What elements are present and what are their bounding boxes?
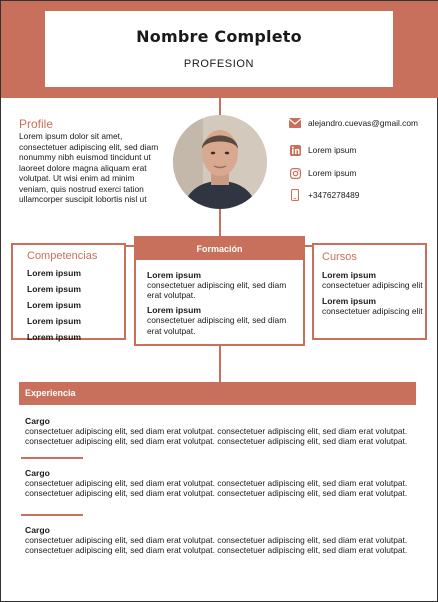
formacion-entry-desc: erat volutpat. [147,290,196,301]
job-desc-line: consectetuer adipiscing elit, sed diam erat volutpat. consectetuer adipiscing elit, sed diam erat volutpat. [25,545,408,555]
cursos-entries [322,270,425,316]
job-desc-line: consectetuer adipiscing elit, sed diam erat volutpat. consectetuer adipiscing elit, sed diam erat volutpat. [25,436,408,446]
competencias-list [27,268,124,342]
job-separator [21,514,83,516]
contact-phone-text: +3476278489 [308,190,360,200]
formacion-entries [147,270,303,336]
job-entry [25,468,417,498]
formacion-title: Formación [136,238,303,260]
profile-photo [173,115,267,209]
contact-instagram-text: Lorem ipsum [308,168,357,178]
job-desc-line: consectetuer adipiscing elit, sed diam erat volutpat. consectetuer adipiscing elit, sed diam erat volutpat. [25,478,408,488]
job-separator [21,457,83,459]
formacion-entry-desc: consectetuer adipiscing elit, sed diam [147,280,287,290]
profile-line: consectetuer adipiscing elit, sed diam [19,141,159,152]
list-item: Lorem ipsum [27,268,81,278]
cursos-entry-desc: consectetuer adipiscing elit [322,306,423,317]
profile-line: volutpat. Ut wisi enim ad minim [19,173,135,183]
connector-photo [219,208,221,237]
connector-top [219,97,221,115]
full-name: Nombre Completo [136,27,302,46]
formacion-entry-title: Lorem ipsum [147,270,201,280]
cursos-entry-title: Lorem ipsum [322,270,376,280]
instagram-icon [289,167,301,179]
list-item: Lorem ipsum [27,284,81,294]
job-entry [25,525,417,555]
contact-linkedin[interactable] [289,144,356,156]
profile-line: veniam, quis nostrud exerci tation [19,183,144,194]
list-item: Lorem ipsum [27,300,81,310]
profile-title: Profile [19,117,54,131]
competencias-title: Competencias [27,250,98,262]
cursos-entry-title: Lorem ipsum [322,296,376,307]
profile-text [19,131,169,205]
contact-instagram[interactable] [289,167,356,179]
linkedin-icon [289,144,301,156]
name-box [45,11,393,87]
formacion-entry-desc: erat volutpat. [147,325,196,336]
profile-line: ullamcorper suscipit lobortis nisl ut [19,194,147,204]
job-desc-line: consectetuer adipiscing elit, sed diam erat volutpat. consectetuer adipiscing elit, sed diam erat volutpat. [25,426,408,436]
profile-line: Lorem ipsum dolor sit amet, [19,131,123,141]
contact-email-text: alejandro.cuevas@gmail.com [308,118,418,128]
job-desc-line: consectetuer adipiscing elit, sed diam erat volutpat. consectetuer adipiscing elit, sed diam erat volutpat. [25,535,408,545]
mail-icon [289,117,301,129]
contact-email[interactable] [289,117,418,129]
contact-linkedin-text: Lorem ipsum [308,145,357,155]
profession: PROFESION [183,58,255,70]
phone-icon [289,189,301,201]
formacion-entry-title: Lorem ipsum [147,305,201,316]
profile-line: laoreet dolore magna aliquam erat [19,162,147,173]
cursos-box [312,243,427,340]
job-title: Cargo [25,416,50,426]
list-item: Lorem ipsum [27,316,81,326]
job-title: Cargo [25,525,50,535]
cursos-title: Cursos [322,251,357,263]
cursos-entry-desc: consectetuer adipiscing elit [322,280,423,290]
job-entry [25,416,417,446]
formacion-box [134,236,305,346]
competencias-box [11,243,126,340]
divider-line [1,96,438,98]
list-item: Lorem ipsum [27,332,81,342]
header-band [1,1,438,97]
job-desc-line: consectetuer adipiscing elit, sed diam erat volutpat. consectetuer adipiscing elit, sed diam erat volutpat. [25,488,408,498]
profile-line: nonummy nibh euismod tincidunt ut [19,152,151,162]
person-portrait-icon [173,115,267,209]
connector-bottom [219,344,221,382]
experiencia-title: Experiencia [19,382,416,405]
contact-phone[interactable] [289,189,359,201]
job-title: Cargo [25,468,50,478]
formacion-entry-desc: consectetuer adipiscing elit, sed diam [147,315,287,326]
